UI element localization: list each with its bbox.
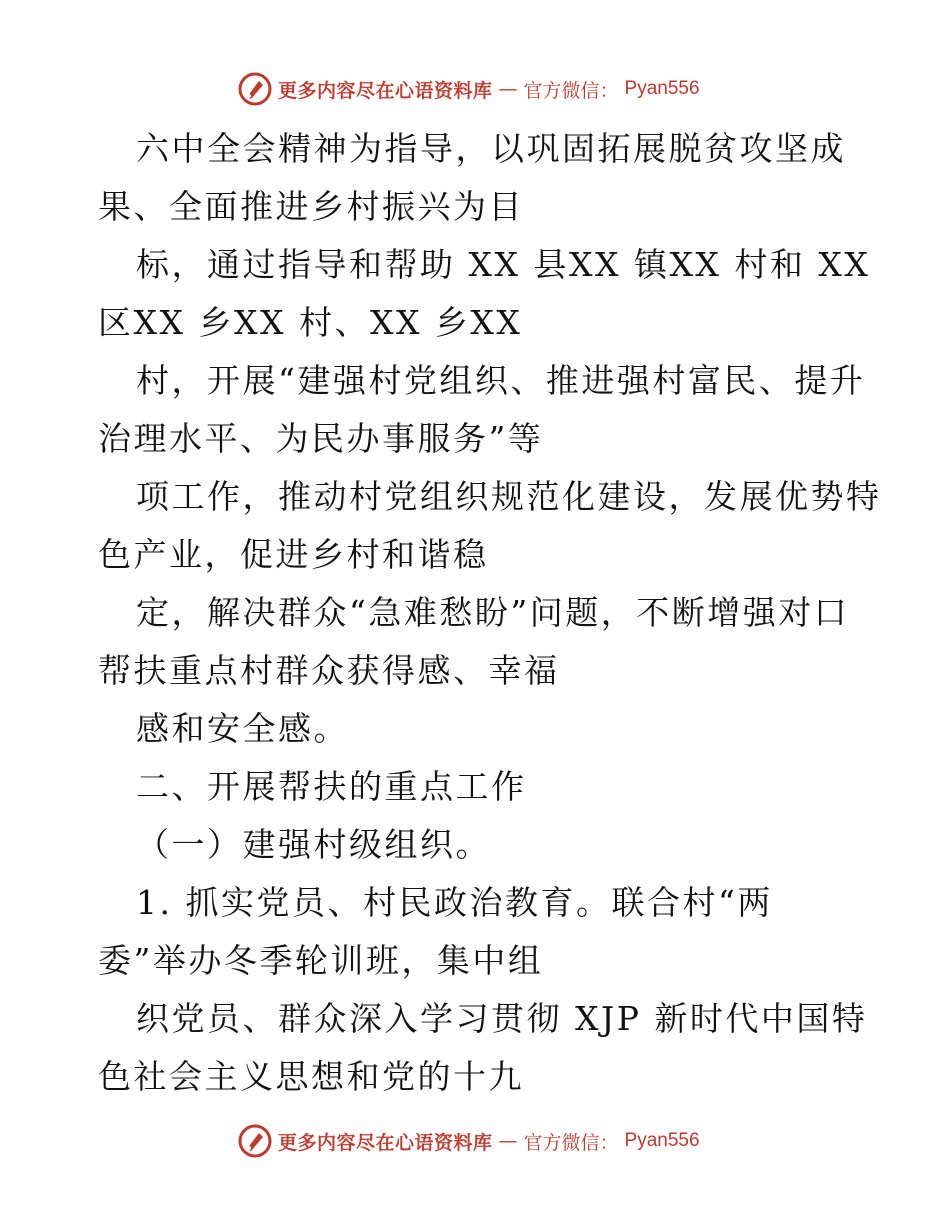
body-line: 织党员、群众深入学习贯彻 XJP 新时代中国特 [136,999,868,1038]
footer-watermark [238,1124,718,1158]
watermark-label: 官方微信： [523,1131,619,1154]
body-line: 感和安全感。 [136,709,349,748]
section-heading: 二、开展帮扶的重点工作 [136,767,527,806]
pen-nib-seal-icon [238,1124,272,1158]
body-line: 标，通过指导和帮助 XX 县XX 镇XX 村和 XX [136,245,871,284]
body-line: 色社会主义思想和党的十九 [98,1057,524,1096]
pen-nib-seal-icon [238,72,272,106]
body-line: 色产业，促进乡村和谐稳 [98,535,489,574]
watermark-brand: 更多内容尽在心语资料库 [278,79,493,102]
watermark-label: 官方微信： [523,79,619,102]
body-line: 村，开展“建强村党组织、推进强村富民、提升 [136,361,866,400]
body-line: 果、全面推进乡村振兴为目 [98,187,524,226]
watermark-brand: 更多内容尽在心语资料库 [278,1131,493,1154]
header-watermark [238,72,718,106]
body-line: 治理水平、为民办事服务”等 [98,419,544,458]
watermark-wechat-id: Pyan556 [624,1130,700,1151]
watermark-separator: — [498,1130,518,1152]
body-line: 1. 抓实党员、村民政治教育。联合村“两 [136,883,773,922]
body-line: 六中全会精神为指导，以巩固拓展脱贫攻坚成 [136,129,846,168]
body-line: 委”举办冬季轮训班，集中组 [98,941,544,980]
body-line: 项工作，推动村党组织规范化建设，发展优势特 [136,477,882,516]
body-line: 定，解决群众“急难愁盼”问题，不断增强对口 [136,593,850,632]
body-line: 帮扶重点村群众获得感、幸福 [98,651,560,690]
watermark-wechat-id: Pyan556 [624,78,700,99]
body-line: 区XX 乡XX 村、XX 乡XX [98,303,523,342]
watermark-separator: — [498,78,518,100]
subsection-heading: （一）建强村级组织。 [136,825,491,864]
